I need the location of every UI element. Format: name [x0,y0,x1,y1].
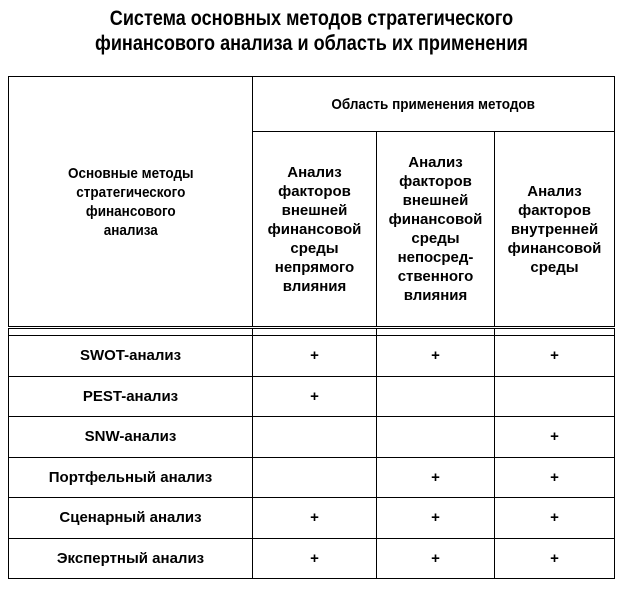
header-row-group [9,77,615,132]
scope-mark: + [253,336,377,377]
scope-mark [495,376,615,417]
table-row [9,417,615,458]
scope-mark: + [495,498,615,539]
scope-mark [253,417,377,458]
scope-mark: + [377,336,495,377]
scope-mark: + [253,376,377,417]
scope-column-header-2 [377,132,495,328]
scope-mark: + [377,498,495,539]
scope-mark: + [377,538,495,579]
scope-mark: + [495,336,615,377]
method-name: SWOT-анализ [9,336,253,377]
table-row [9,457,615,498]
method-name: Портфельный анализ [9,457,253,498]
methods-column-header [9,77,253,328]
scope-mark: + [495,457,615,498]
scope-mark [377,417,495,458]
scope-mark: + [495,417,615,458]
scope-column-header-3-label: Анализ факторов внутренней финансовой среды [507,182,602,276]
method-name: Экспертный анализ [9,538,253,579]
methods-table [8,76,615,579]
methods-column-header-label: Основные методы стратегического финансового анализа [67,164,194,239]
table-row [9,376,615,417]
scope-column-header-2-label: Анализ факторов внешней финансовой среды непосред- ственного влияния [388,154,483,304]
table-row [9,336,615,377]
scope-mark: + [377,457,495,498]
table-row [9,538,615,579]
method-name: PEST-анализ [9,376,253,417]
table-title [44,6,580,56]
title-line-2: финансового анализа и область их применения [95,32,528,55]
method-name: Сценарный анализ [9,498,253,539]
scope-mark: + [253,538,377,579]
scope-mark [253,457,377,498]
title-line-1: Система основных методов стратегического [109,7,514,30]
table-row [9,498,615,539]
scope-column-header-1 [253,132,377,328]
scope-column-header-3 [495,132,615,328]
scope-group-header [253,77,615,132]
scope-column-header-1-label: Анализ факторов внешней финансовой среды непрямого влияния [267,163,362,295]
scope-mark: + [253,498,377,539]
scope-mark [377,376,495,417]
scope-group-header-label: Область применения методов [331,95,536,113]
header-separator [9,328,615,336]
scope-mark: + [495,538,615,579]
method-name: SNW-анализ [9,417,253,458]
